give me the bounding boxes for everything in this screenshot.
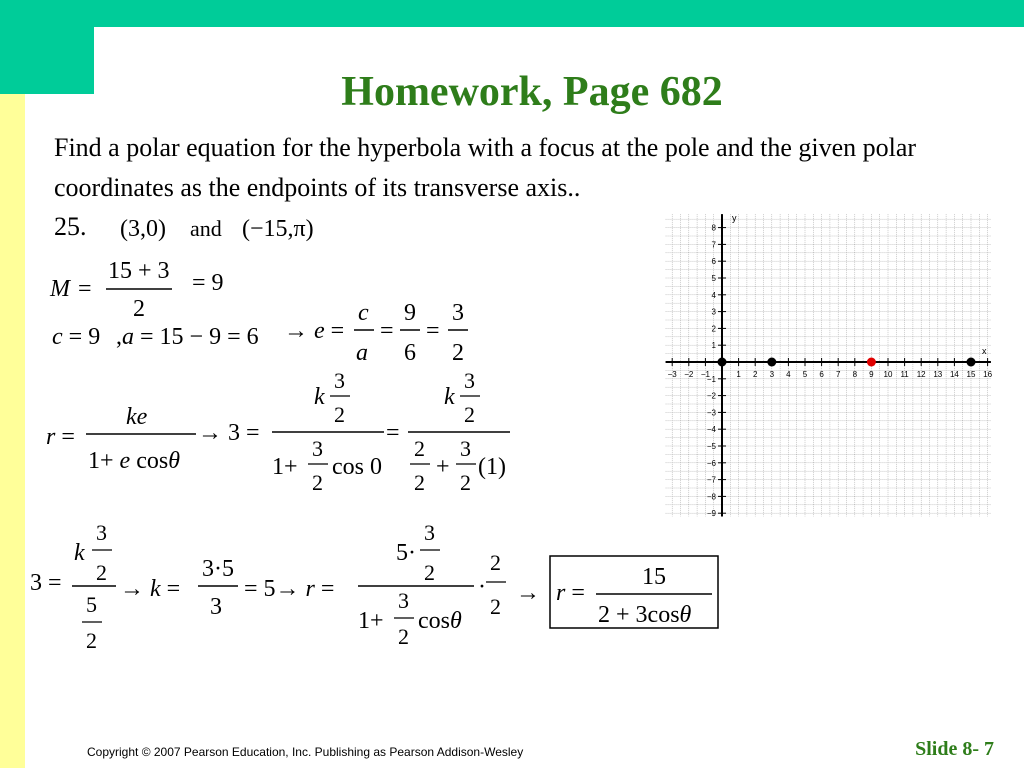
svg-text:3: 3 [210,594,222,620]
x-tick-label: 12 [916,370,926,379]
svg-text:3·5: 3·5 [202,556,234,582]
svg-text:=: = [380,318,394,344]
svg-text:3: 3 [464,368,475,393]
x-tick-label: 3 [769,370,775,379]
svg-text:2: 2 [460,470,471,495]
endpoints [120,216,314,242]
svg-text:(−15,π): (−15,π) [242,216,314,242]
x-tick-label: −1 [700,370,710,379]
svg-text:15: 15 [642,564,666,590]
svg-text:= 5→ r =: = 5→ r = [244,576,335,602]
solve-k-equation [30,520,540,653]
svg-text:=: = [386,420,400,446]
black-point [767,358,776,367]
copyright-footer: Copyright © 2007 Pearson Education, Inc. Publishing as Pearson Addison-Wesley [87,745,524,759]
svg-text:2: 2 [398,624,409,649]
svg-text:+: + [436,454,450,480]
black-point [967,358,976,367]
eccentricity-equation [52,300,468,366]
x-tick-label: 4 [786,370,791,379]
svg-text:2 + 3cosθ: 2 + 3cosθ [598,602,692,628]
x-tick-label: 13 [933,370,943,379]
polar-form-equation [46,368,510,495]
svg-text:3: 3 [96,520,107,545]
svg-text:r =: r = [556,580,585,606]
x-tick-label: 6 [819,370,824,379]
slide-title: Homework, Page 682 [341,69,723,115]
svg-text:k: k [444,384,455,410]
svg-text:3: 3 [312,436,323,461]
svg-text:3: 3 [452,300,464,326]
y-tick-label: 1 [711,341,716,351]
svg-text:ke: ke [126,404,148,430]
svg-text:3: 3 [334,368,345,393]
svg-text:=: = [78,276,92,302]
svg-text:2: 2 [414,436,425,461]
svg-text:(3,0): (3,0) [120,216,166,242]
svg-text:k: k [314,384,325,410]
y-tick-label: 7 [711,240,716,250]
x-tick-label: 9 [869,370,874,379]
y-tick-label: −5 [706,442,716,451]
y-tick-label: −6 [706,458,716,468]
svg-text:1+ e cosθ: 1+ e cosθ [88,448,180,474]
svg-text:·: · [478,574,486,600]
x-axis-label: x [982,346,987,356]
svg-text:2: 2 [86,628,97,653]
x-tick-label: 15 [966,370,976,379]
svg-text:M: M [50,276,70,302]
y-tick-label: −8 [706,492,716,502]
svg-text:→: → [516,580,540,606]
x-tick-label: 14 [949,370,959,379]
svg-text:5: 5 [86,592,97,617]
svg-text:9: 9 [404,300,416,326]
y-tick-label: −1 [706,374,716,384]
x-tick-label: 2 [752,370,758,379]
polar-coordinate-graph [662,205,994,519]
y-tick-label: −4 [706,425,716,435]
y-tick-label: −2 [706,391,716,401]
y-tick-label: 6 [711,257,716,267]
y-tick-label: 4 [711,290,716,300]
x-tick-label: 11 [900,370,909,379]
svg-text:a: a [356,340,368,366]
svg-text:2: 2 [414,470,425,495]
svg-text:2: 2 [464,402,475,427]
svg-text:and: and [190,216,222,241]
final-answer-box [550,556,718,628]
y-tick-label: 2 [711,324,716,334]
svg-text:2: 2 [133,296,145,322]
svg-text:(1): (1) [478,454,506,480]
svg-text:5·: 5· [396,540,416,566]
y-tick-label: −7 [706,475,716,485]
svg-text:→ k =: → k = [120,576,181,602]
svg-text:c = 9: c = 9 [52,324,101,350]
x-tick-label: 8 [852,370,858,379]
svg-text:,a = 15 − 9 = 6: ,a = 15 − 9 = 6 [116,324,259,350]
svg-text:3: 3 [460,436,471,461]
y-tick-label: 8 [711,223,716,233]
svg-text:3: 3 [398,588,409,613]
svg-text:→ e =: → e = [284,318,345,344]
svg-text:c: c [358,300,369,326]
svg-text:2: 2 [424,560,435,585]
svg-text:2: 2 [490,550,501,575]
svg-text:2: 2 [490,594,501,619]
y-tick-label: 5 [711,274,716,283]
svg-text:→ 3 =: → 3 = [198,420,260,446]
y-tick-label: −9 [706,509,716,519]
svg-text:1+: 1+ [358,608,384,634]
svg-text:1+: 1+ [272,454,298,480]
svg-text:cosθ: cosθ [418,608,462,634]
svg-text:6: 6 [404,340,416,366]
black-point [718,358,727,367]
svg-text:2: 2 [452,340,464,366]
svg-text:3: 3 [424,520,435,545]
x-tick-label: 1 [736,370,741,379]
slide-number: Slide 8- 7 [915,738,994,760]
y-tick-label: 3 [711,307,716,317]
x-tick-label: 10 [883,370,893,379]
x-tick-label: −2 [684,370,694,379]
x-tick-label: 16 [983,370,993,379]
svg-text:3 =: 3 = [30,570,62,596]
svg-text:k: k [74,540,85,566]
svg-text:2: 2 [334,402,345,427]
y-tick-label: −3 [706,408,716,418]
svg-text:= 9: = 9 [192,270,224,296]
y-axis-label: y [732,212,737,223]
svg-text:2: 2 [96,560,107,585]
svg-text:r =: r = [46,424,75,450]
midpoint-equation [49,258,224,322]
problem-number: 25. [54,212,87,241]
svg-text:15 + 3: 15 + 3 [108,258,170,284]
svg-text:=: = [426,318,440,344]
svg-text:2: 2 [312,470,323,495]
red-point [867,358,876,367]
x-tick-label: 5 [802,370,808,379]
x-tick-label: 7 [835,370,841,379]
problem-text: Find a polar equation for the hyperbola with a focus at the pole and the given polar coordinates as the endpoints of its transverse axis.. [54,133,917,202]
x-tick-label: −3 [667,370,677,379]
svg-text:cos 0: cos 0 [332,454,382,480]
